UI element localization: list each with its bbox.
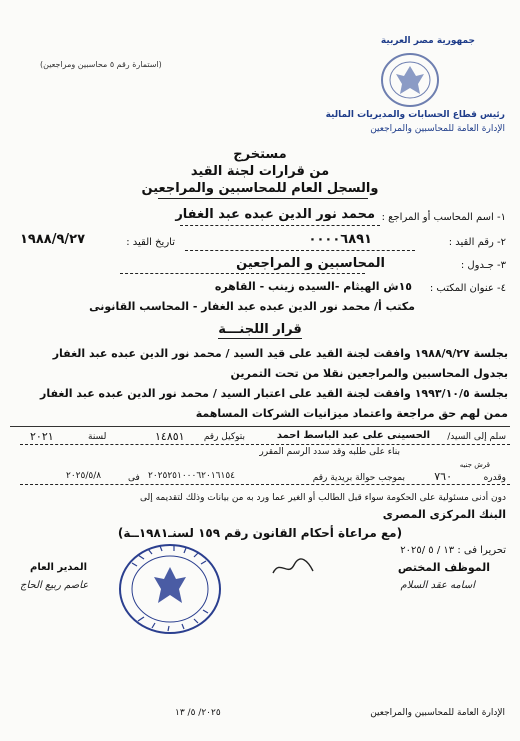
- title-line-1: مستخرج: [233, 147, 287, 162]
- reg-dotted-line: [185, 250, 415, 251]
- disclaimer-line-3: (مع مراعاة أحكام القانون رقم ١٥٩ لسنـ١٩٨١ــة): [117, 526, 403, 540]
- handwritten-initials-icon: [270, 555, 316, 581]
- payment-date-value: ٢٠٢٥/٥/٨: [66, 471, 102, 481]
- director-title: المدير العام: [30, 562, 88, 573]
- reg-number-label: ٢- رقم القيد :: [448, 237, 506, 248]
- office-line-2: مكتب أ/ محمد نور الدين عبده عبد الغفار - المحاسب القانونى: [89, 300, 415, 313]
- title-underline: [158, 198, 368, 199]
- decision-heading: قرار اللجنـــة: [218, 322, 302, 337]
- decision-line-2: بجدول المحاسبين والمراجعين نقلا من تحت التمرين: [230, 367, 508, 380]
- decision-line-3: بجلسة ١٩٩٣/١٠/٥ وافقت لجنة القيد على اعتبار السيد / محمد نور الدين عبده عبد الغفار: [40, 387, 508, 400]
- director-signature: عاصم ربيع الحاج: [20, 580, 89, 591]
- table-label: ٣- جـدول :: [460, 260, 506, 271]
- currency-labels: قرش جنيه: [459, 461, 490, 469]
- amount-label: وقدره: [483, 473, 506, 483]
- reg-date-label: تاريخ القيد :: [126, 237, 175, 248]
- handed-to-label: سلم إلى السيد/: [447, 432, 506, 442]
- disclaimer-line-2: البنك المركزى المصرى: [382, 508, 506, 521]
- title-line-2: من قرارات لجنة القيد: [190, 164, 330, 179]
- payment-text: بموجب حوالة بريدية رقم: [312, 473, 405, 483]
- payment-dotted-line: [20, 484, 510, 485]
- payment-date-label: فى: [128, 473, 140, 483]
- proxy-value: ١٤٨٥١: [155, 430, 185, 443]
- reg-date-value: ١٩٨٨/٩/٢٧: [20, 232, 86, 247]
- title-line-3: والسجل العام للمحاسبين والمراجعين: [141, 181, 379, 196]
- name-label: ١- اسم المحاسب أو المراجع :: [381, 212, 506, 223]
- name-value: محمد نور الدين عبده عبد الغفار: [175, 207, 375, 222]
- administration-header: الإدارة العامة للمحاسبين والمراجعين: [370, 124, 505, 134]
- form-number: (استمارة رقم ٥ محاسبين ومراجعين): [40, 60, 162, 69]
- proxy-label: بتوكيل رقم: [203, 432, 245, 442]
- handed-to-value: الحسينى على عبد الباسط احمد: [276, 430, 430, 441]
- year-value: ٢٠٢١: [30, 430, 54, 443]
- employee-signature: اسامه عقد السلام: [400, 580, 475, 591]
- amount-value: ٧٦٠: [434, 470, 452, 483]
- sector-header: رئيس قطاع الحسابات والمديريات المالية: [325, 110, 505, 120]
- bottom-date: ٢٠٢٥/ ٥/ ١٣: [175, 708, 221, 718]
- decision-line-4: ممن لهم حق مراجعة واعتماد ميزانيات الشركات المساهمة: [195, 407, 508, 420]
- payment-number: ٢٠٢٥٢٥١٠٠٠٦٢٠١٦١٥٤: [148, 471, 236, 481]
- office-label: ٤- عنوان المكتب :: [429, 283, 506, 294]
- delivery-dotted-line: [20, 444, 510, 445]
- ministry-emblem-icon: [380, 52, 440, 108]
- written-on: تحريرا فى : ١٣ / ٥ /٢٠٢٥: [400, 545, 506, 556]
- office-value: ١٥ش الهيثام -السيده زينب - القاهره: [214, 280, 412, 293]
- country-header: جمهورية مصر العربية: [380, 36, 475, 46]
- employee-title: الموظف المختص: [397, 561, 490, 574]
- decision-underline: [218, 338, 302, 339]
- official-stamp-icon: [118, 543, 222, 635]
- bottom-admin: الإدارة العامة للمحاسبين والمراجعين: [370, 708, 505, 718]
- decision-line-1: بجلسة ١٩٨٨/٩/٢٧ وافقت لجنة القيد على قيد السيد / محمد نور الدين عبده عبد الغفار: [52, 347, 508, 360]
- year-label: لسنة: [88, 432, 107, 442]
- reg-number-value: ٠٠٠٠٦٨٩١: [308, 232, 372, 247]
- disclaimer-line-1: دون أدنى مسئولية على الحكومة سواء قبل الطالب أو الغير عما ورد به من بيانات وذلك لتقديمه إلى: [140, 493, 506, 503]
- section-divider: [10, 426, 510, 427]
- name-dotted-line: [180, 225, 380, 226]
- request-text: بناء على طلبه وقد سدد الرسم المقرر: [259, 447, 400, 457]
- table-dotted-line: [120, 273, 365, 274]
- table-value: المحاسبين و المراجعين: [236, 256, 385, 271]
